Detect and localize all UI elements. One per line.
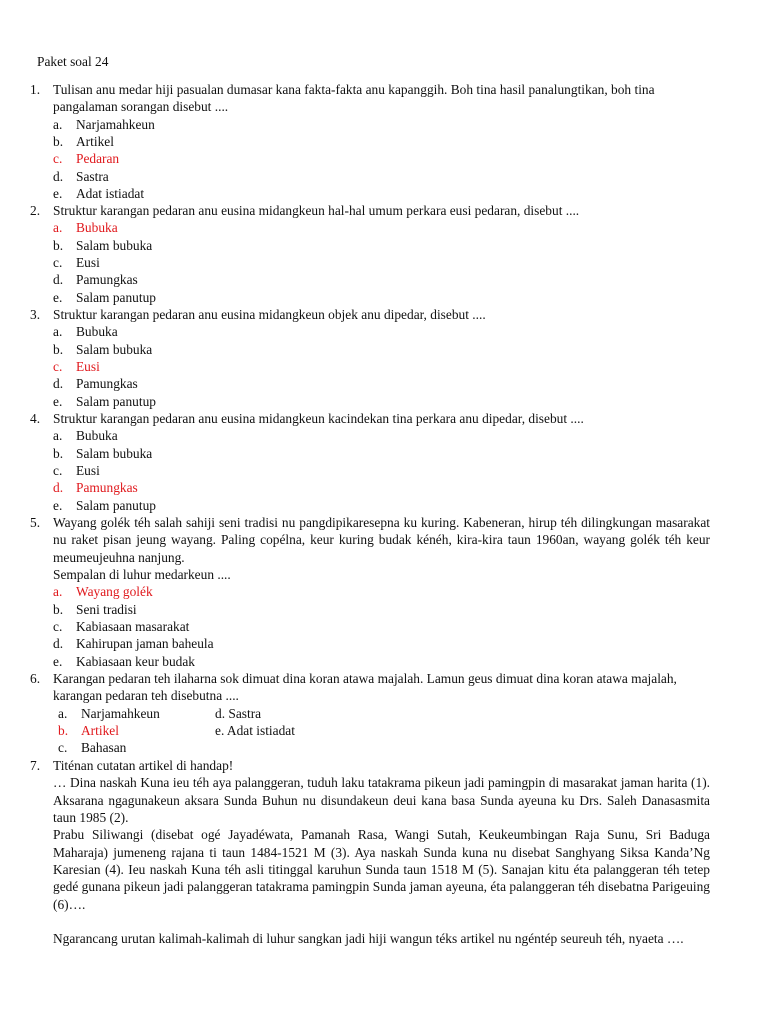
question-stem: Tulisan anu medar hiji pasualan dumasar kana fakta-fakta anu kapanggih. Boh tina hasil panalungtikan, boh tina pangalaman sorangan disebut .... xyxy=(53,82,655,115)
option-c[interactable]: c. Eusi xyxy=(53,255,100,271)
option-a-letter: a. xyxy=(58,705,68,721)
option-c[interactable]: c. Kabiasaan masarakat xyxy=(53,619,190,635)
option-b[interactable]: b. Salam bubuka xyxy=(53,341,153,357)
option-c[interactable]: Bahasan xyxy=(81,740,127,756)
question-2 xyxy=(30,202,710,306)
option-c-answer[interactable]: c. Eusi xyxy=(53,359,100,375)
option-b-letter: b. xyxy=(58,723,69,739)
option-row-1 xyxy=(53,705,710,722)
question-stem: Karangan pedaran teh ilaharna sok dimuat dina koran atawa majalah. Lamun geus dimuat dina koran atawa majalah, karangan pedaran teh disebutna .... xyxy=(53,671,677,704)
question-number: 2. xyxy=(30,203,41,218)
question-stem: Struktur karangan pedaran anu eusina midangkeun objek anu dipedar, disebut .... xyxy=(53,307,486,322)
option-d[interactable]: d. Pamungkas xyxy=(53,272,138,288)
option-d[interactable]: d. Sastra xyxy=(215,705,262,721)
option-list xyxy=(53,323,710,410)
option-e[interactable]: e. Kabiasaan keur budak xyxy=(53,653,195,669)
option-list xyxy=(53,116,710,203)
option-list xyxy=(53,583,710,670)
option-d[interactable]: d. Sastra xyxy=(53,168,109,184)
question-number: 1. xyxy=(30,82,41,97)
question-number: 5. xyxy=(30,515,41,530)
option-row-2 xyxy=(53,722,710,739)
option-e[interactable]: e. Salam panutup xyxy=(53,393,156,409)
option-a-answer[interactable]: a. Wayang golék xyxy=(53,584,153,600)
question-passage: Wayang golék téh salah sahiji seni tradisi nu pangdipikaresepna ku kuring. Kabeneran, hirup téh dilingkungan masarakat nu raket pisan jeung wayang. Paling copélna, keur kuring budak kénéh, kira-kira taun 1960an, wayang golék téh keur meumeujeuhna nanjung. xyxy=(53,515,710,565)
option-d[interactable]: d. Pamungkas xyxy=(53,376,138,392)
option-e[interactable]: e. Adat istiadat xyxy=(53,186,145,202)
question-3 xyxy=(30,306,710,410)
option-a[interactable]: Narjamahkeun xyxy=(81,705,160,721)
option-e[interactable]: e. Salam panutup xyxy=(53,497,156,513)
option-c[interactable]: c. Eusi xyxy=(53,463,100,479)
question-number: 4. xyxy=(30,411,41,426)
question-stem: Struktur karangan pedaran anu eusina midangkeun hal-hal umum perkara eusi pedaran, disebut .... xyxy=(53,203,580,218)
option-list xyxy=(53,219,710,306)
option-d[interactable]: d. Kahirupan jaman baheula xyxy=(53,636,214,652)
question-prompt: Ngarancang urutan kalimah-kalimah di luhur sangkan jadi hiji wangun téks artikel nu ngéntép seureuh téh, nyaeta …. xyxy=(53,931,684,947)
option-b[interactable]: b. Artikel xyxy=(53,134,114,150)
question-number: 3. xyxy=(30,307,41,322)
question-stem: Titénan cutatan artikel di handap! xyxy=(53,758,234,773)
option-b[interactable]: b. Salam bubuka xyxy=(53,237,153,253)
option-a[interactable]: a. Bubuka xyxy=(53,324,118,340)
question-number: 6. xyxy=(30,671,41,686)
option-b[interactable]: b. Salam bubuka xyxy=(53,445,153,461)
question-stem: Struktur karangan pedaran anu eusina midangkeun kacindekan tina perkara anu dipedar, disebut .... xyxy=(53,411,584,426)
article-paragraph-1: … Dina naskah Kuna ieu téh aya palanggeran, tuduh laku tatakrama pikeun jadi pamingpin di masarakat jaman harita (1). Aksarana ngagunakeun aksara Sunda Buhun nu disundakeun deui kana basa Sunda ayeuna ku Drs. Saleh Danasasmita taun 1985 (2). xyxy=(53,775,710,826)
option-a[interactable]: a. Narjamahkeun xyxy=(53,116,155,132)
article-paragraph-2: Prabu Siliwangi (disebat ogé Jayadéwata, Pamanah Rasa, Wangi Sutah, Keukeumbingan Raja Sunu, Sri Baduga Maharaja) jumeneng rajana ti taun 1484-1521 M (3). Aya naskah Sunda kuna nu disebat Sanghyang Siksa Kanda’Ng Karesian (4). Ieu naskah Kuna téh asli titinggal karuhun Sunda taun 1518 M (5). Sanajan kitu éta palanggeran téh tetep gedé gunana pikeun jadi palanggeran tatakrama pamingpin Sunda jaman ayeuna, éta palanggeran téh disebatna Parigeuing (6)…. xyxy=(53,827,710,912)
question-6 xyxy=(30,670,710,757)
question-number: 7. xyxy=(30,758,41,773)
option-d-answer[interactable]: d. Pamungkas xyxy=(53,480,138,496)
option-a[interactable]: a. Bubuka xyxy=(53,428,118,444)
page-title: Paket soal 24 xyxy=(37,54,109,69)
option-e[interactable]: e. Salam panutup xyxy=(53,289,156,305)
question-stem: Sempalan di luhur medarkeun .... xyxy=(53,567,231,583)
question-5 xyxy=(30,514,710,670)
option-b[interactable]: b. Seni tradisi xyxy=(53,601,137,617)
question-4 xyxy=(30,410,710,514)
option-row-3 xyxy=(53,739,710,756)
option-a-answer[interactable]: a. Bubuka xyxy=(53,220,118,236)
option-list xyxy=(53,705,710,757)
option-b-answer[interactable]: Artikel xyxy=(81,723,119,739)
option-list xyxy=(53,427,710,514)
option-c-letter: c. xyxy=(58,740,68,756)
option-e[interactable]: e. Adat istiadat xyxy=(215,723,295,739)
question-1 xyxy=(30,81,710,202)
question-7 xyxy=(30,757,710,947)
option-c-answer[interactable]: c. Pedaran xyxy=(53,151,120,167)
